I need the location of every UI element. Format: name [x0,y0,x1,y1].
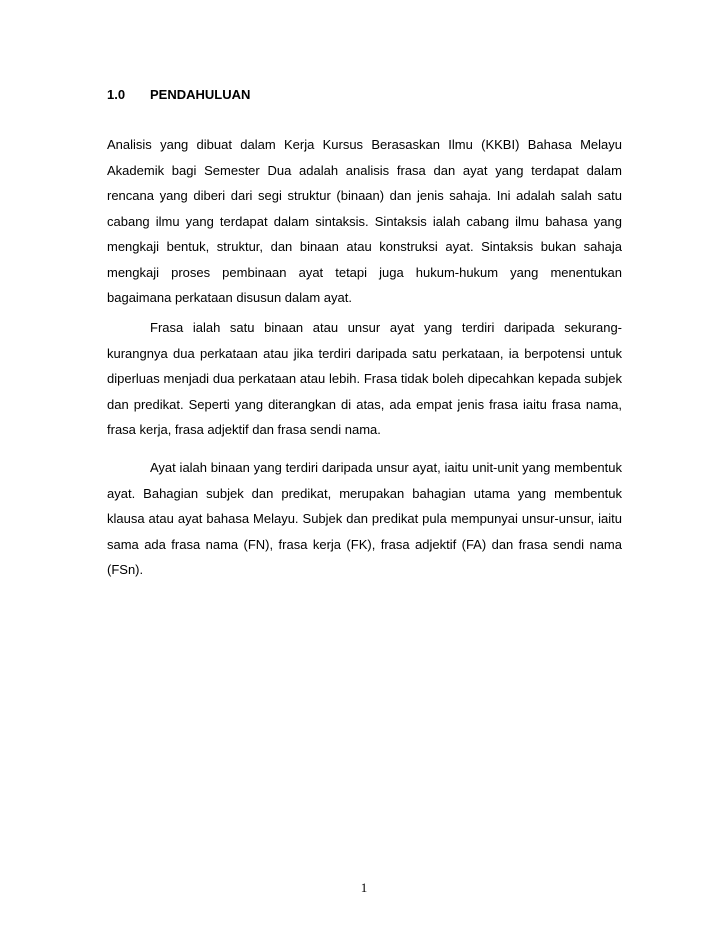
paragraph-frasa: Frasa ialah satu binaan atau unsur ayat yang terdiri daripada sekurang-kurangnya dua perkataan atau jika terdiri daripada satu perkataan, ia berpotensi untuk diperluas menjadi dua perkataan atau lebih. Frasa tidak boleh dipecahkan kepada subjek dan predikat. Seperti yang diterangkan di atas, ada empat jenis frasa iaitu frasa nama, frasa kerja, frasa adjektif dan frasa sendi nama. [107,320,622,437]
section-number: 1.0 [107,87,126,102]
section-heading [107,87,250,102]
section-title: PENDAHULUAN [150,87,251,102]
paragraph-intro: Analisis yang dibuat dalam Kerja Kursus Berasaskan Ilmu (KKBI) Bahasa Melayu Akademik bagi Semester Dua adalah analisis frasa dan ayat yang terdapat dalam rencana yang diberi dari segi struktur (binaan) dan jenis sahaja. Ini adalah salah satu cabang ilmu yang terdapat dalam sintaksis. Sintaksis ialah cabang ilmu bahasa yang mengkaji bentuk, struktur, dan binaan atau konstruksi ayat. Sintaksis bukan sahaja mengkaji proses pembinaan ayat tetapi juga hukum-hukum yang menentukan bagaimana perkataan disusun dalam ayat. [107,137,622,305]
page-number: 1 [360,880,368,895]
paragraph-ayat: Ayat ialah binaan yang terdiri daripada unsur ayat, iaitu unit-unit yang membentuk ayat. Bahagian subjek dan predikat, merupakan bahagian utama yang membentuk klausa atau ayat bahasa Melayu. Subjek dan predikat pula mempunyai unsur-unsur, iaitu sama ada frasa nama (FN), frasa kerja (FK), frasa adjektif (FA) dan frasa sendi nama (FSn). [107,460,622,577]
